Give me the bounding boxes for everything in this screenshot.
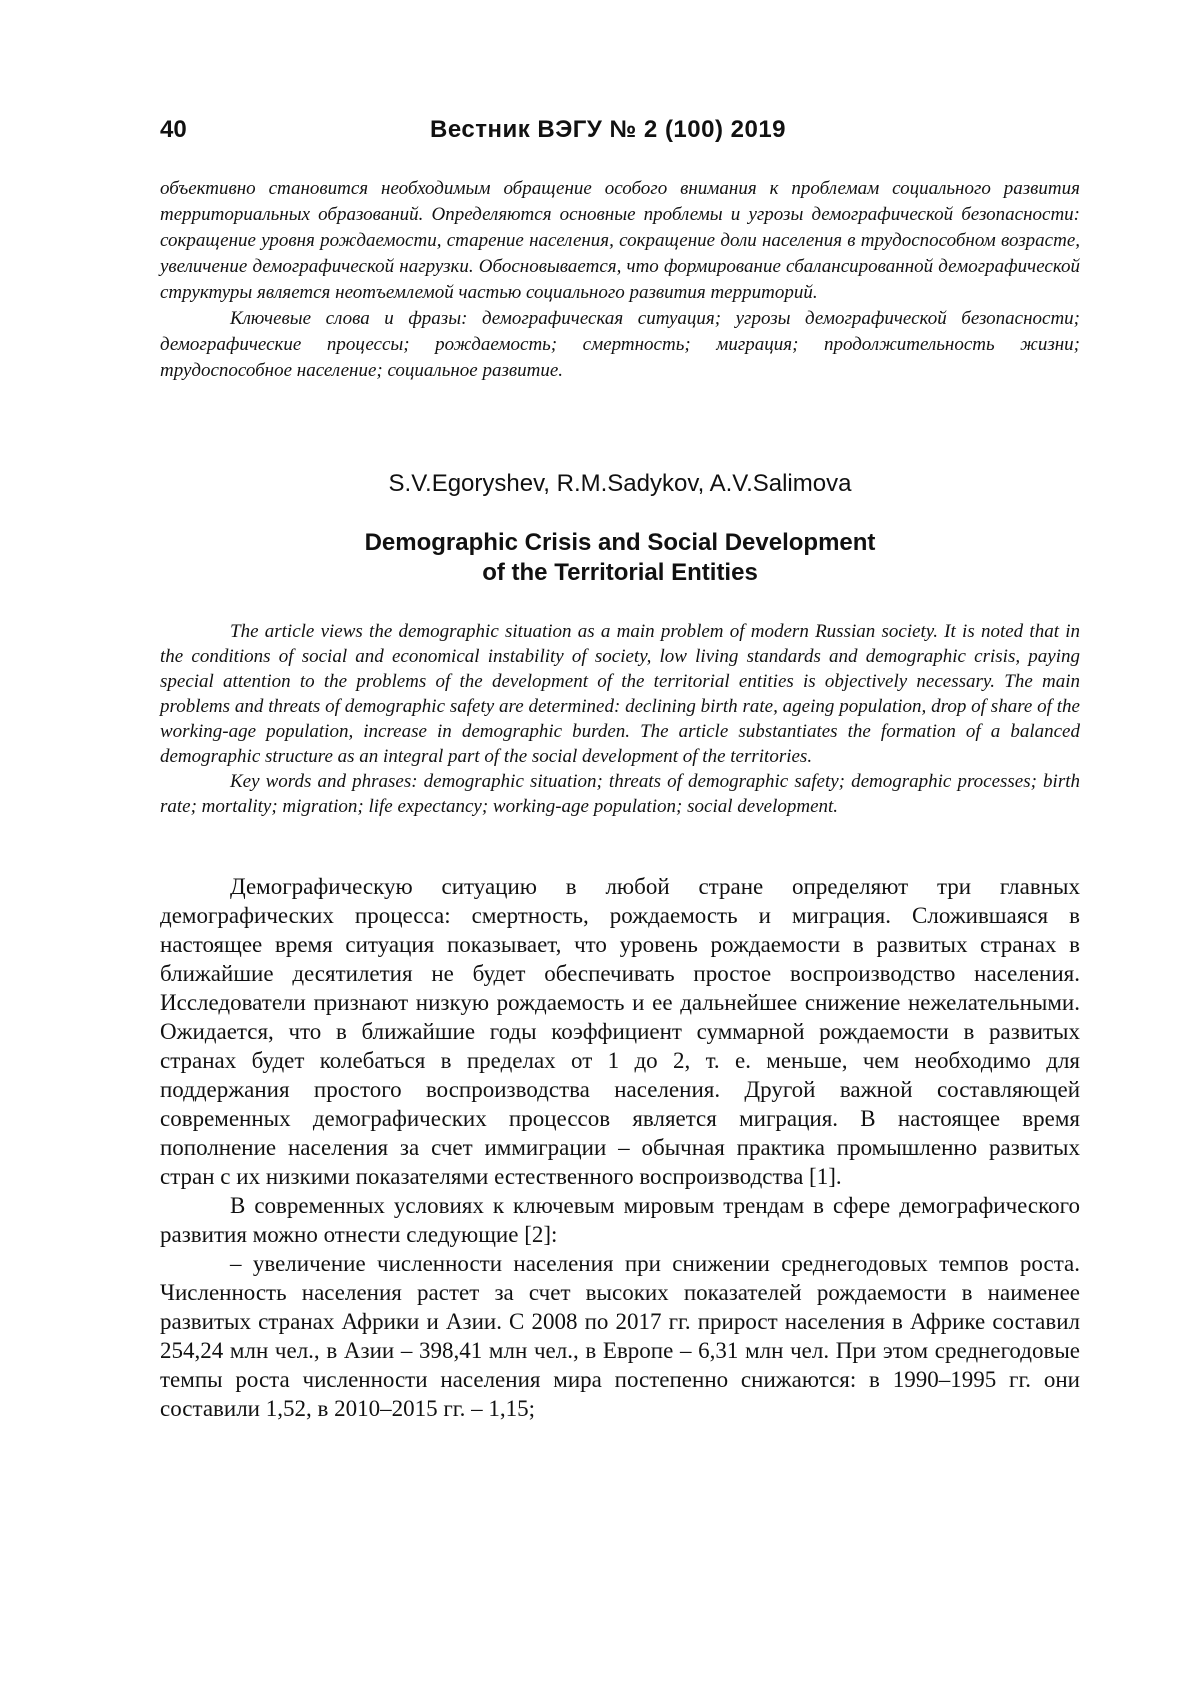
- body-paragraph: – увеличение численности населения при снижении среднегодовых темпов роста. Численность населения растет за счет высоких показателей рождаемости в наименее развитых странах Африки и Азии. С 2008 по 2017 гг. прирост населения в Африке составил 254,24 млн чел., в Азии – 398,41 млн чел., в Европе – 6,31 млн чел. При этом среднегодовые темпы роста численности населения мира постепенно снижаются: в 1990–1995 гг. они составили 1,52, в 2010–2015 гг. – 1,15;: [160, 1251, 1080, 1421]
- article-title-line-2: of the Territorial Entities: [482, 559, 758, 586]
- page-number: 40: [160, 116, 187, 143]
- body-paragraph: Демографическую ситуацию в любой стране определяют три главных демографических процесса: смертность, рождаемость и миграция. Сложившаяся в настоящее время ситуация показывает, что уровень рождаемости в развитых странах в ближайшие десятилетия не будет обеспечивать простое воспроизводство населения. Исследователи признают низкую рождаемость и ее дальнейшее снижение нежелательными. Ожидается, что в ближайшие годы коэффициент суммарной рождаемости в развитых странах будет колебаться в пределах от 1 до 2, т. е. меньше, чем необходимо для поддержания простого воспроизводства населения. Другой важной составляющей современных демографических процессов является миграция. В настоящее время пополнение населения за счет иммиграции – обычная практика промышленно развитых стран с их низкими показателями естественного воспроизводства [1].: [160, 874, 1080, 1189]
- running-header: [160, 116, 1080, 150]
- russian-keywords: Ключевые слова и фразы: демографическая ситуация; угрозы демографической безопасности; демографические процессы; рождаемость; смертность; миграция; продолжительность жизни; трудоспособное население; социальное развитие.: [160, 308, 1080, 381]
- english-keywords: Key words and phrases: demographic situation; threats of demographic safety; demographic processes; birth rate; mortality; migration; life expectancy; working-age population; social development.: [160, 771, 1080, 817]
- article-title-line-1: Demographic Crisis and Social Development: [364, 529, 876, 556]
- body-paragraph: В современных условиях к ключевым мировым трендам в сфере демографического развития можно отнести следующие [2]:: [160, 1193, 1080, 1247]
- journal-title: Вестник ВЭГУ № 2 (100) 2019: [430, 116, 787, 143]
- english-abstract-text: The article views the demographic situation as a main problem of modern Russian society. It is noted that in the conditions of social and economical instability of society, low living standards and demographic crisis, paying special attention to the problems of the development of the territorial entities is objectively necessary. The main problems and threats of demographic safety are determined: declining birth rate, ageing population, drop of share of the working-age population, increase in demographic burden. The article substantiates the formation of a balanced demographic structure as an integral part of the social development of the territories.: [160, 621, 1080, 767]
- article-title: [160, 528, 1080, 588]
- russian-abstract-text: объективно становится необходимым обращение особого внимания к проблемам социального развития территориальных образований. Определяются основные проблемы и угрозы демографической безопасности: сокращение уровня рождаемости, старение населения, сокращение доли населения в трудоспособном возрасте, увеличение демографической нагрузки. Обосновывается, что формирование сбалансированной демографической структуры является неотъемлемой частью социального развития территорий.: [160, 178, 1080, 303]
- article-body: [160, 872, 1080, 1423]
- english-abstract: [160, 619, 1080, 819]
- article-authors: S.V.Egoryshev, R.M.Sadykov, A.V.Salimova: [388, 470, 852, 497]
- russian-abstract: [160, 176, 1080, 384]
